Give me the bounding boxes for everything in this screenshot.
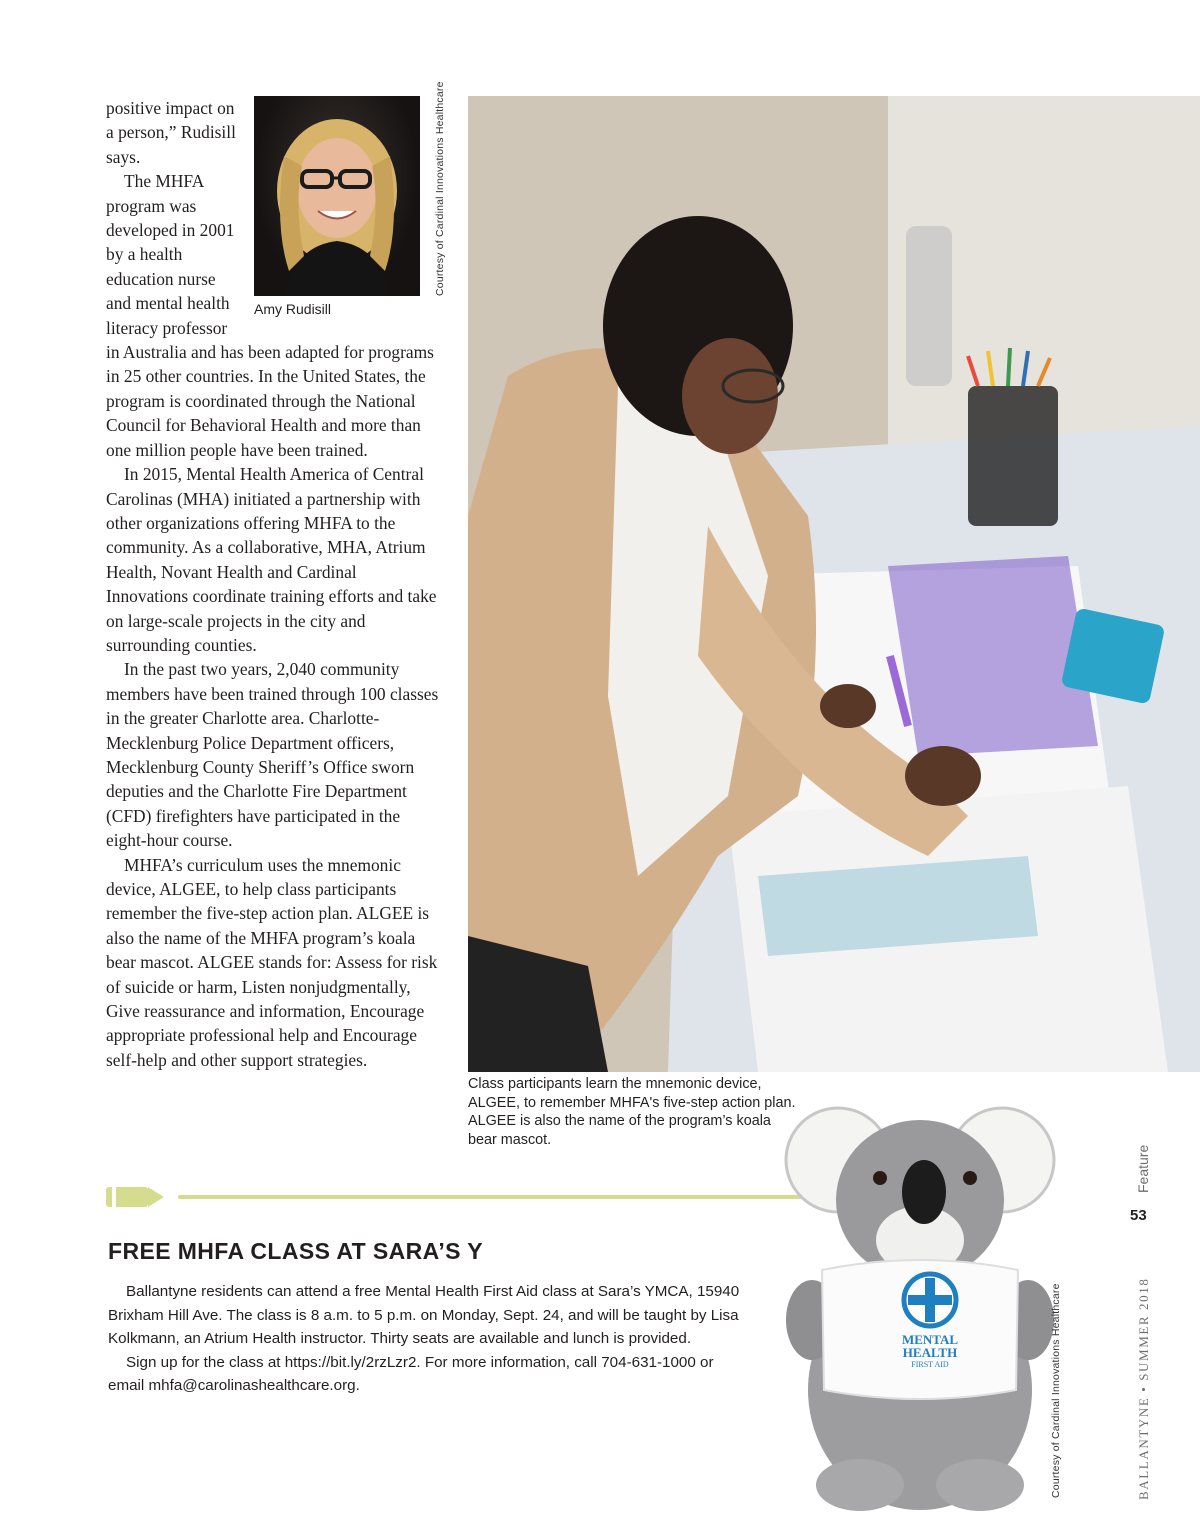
portrait-caption: Amy Rudisill bbox=[254, 301, 332, 317]
koala-shirt-usa: USA bbox=[920, 1296, 940, 1306]
koala-credit: Courtesy of Cardinal Innovations Healthcare bbox=[1050, 1283, 1062, 1498]
article-paragraph: positive impact on a person,” Rudisill says. bbox=[106, 98, 236, 167]
article-column bbox=[106, 81, 446, 1072]
koala-shirt-text: FIRST AID bbox=[911, 1360, 949, 1369]
pencil-divider bbox=[106, 1184, 866, 1210]
page-number: 53 bbox=[1130, 1207, 1147, 1224]
koala-mascot-photo bbox=[780, 1090, 1060, 1515]
article-paragraph: MHFA’s curriculum uses the mnemonic device, ALGEE, to help class participants remember the five-step action plan. ALGEE is also the name of the MHFA program’s koala bear mascot. ALGEE stands for: Assess for risk of suicide or harm, Listen nonjudgmentally, Give reassurance and information, Encourage appropriate professional help and Encourage self-help and other support strategies. bbox=[106, 854, 438, 1070]
sidebar-paragraph: Ballantyne residents can attend a free Mental Health First Aid class at Sara’s YMCA, 15940 Brixham Hill Ave. The class is 8 a.m. to 5 p.m. on Monday, Sept. 24, and will be taught by Lisa Kolkmann, an Atrium Health instructor. Thirty seats are available and lunch is provided. bbox=[108, 1283, 740, 1348]
portrait-photo bbox=[254, 96, 420, 296]
sidebar-body bbox=[108, 1280, 748, 1398]
class-photo bbox=[468, 96, 1200, 1072]
article-paragraph: The MHFA program was developed in 2001 by a health education nurse and mental health literacy professor in Australia and has been adapted for programs in 25 other countries. In the United States, the program is coordinated through the National Council for Behavioral Health and more than one million people have been trained. bbox=[106, 171, 434, 460]
section-label: Feature bbox=[1135, 1144, 1151, 1193]
sidebar-title: FREE MHFA CLASS AT SARA’S Y bbox=[108, 1238, 484, 1264]
portrait-figure bbox=[254, 81, 446, 322]
koala-shirt-text: HEALTH bbox=[902, 1345, 958, 1360]
koala-shirt-text: MENTAL bbox=[901, 1332, 959, 1347]
sidebar-paragraph: Sign up for the class at https://bit.ly/2rzLzr2. For more information, call 704-631-1000 or email mhfa@carolinashealthcare.org. bbox=[108, 1353, 714, 1395]
portrait-credit: Courtesy of Cardinal Innovations Healthcare bbox=[434, 81, 446, 296]
article-paragraph: In the past two years, 2,040 community members have been trained through 100 classes in the greater Charlotte area. Charlotte-Mecklenburg Police Department officers, Mecklenburg County Sheriff’s Office sworn deputies and the Charlotte Fire Department (CFD) firefighters have participated in the eight-hour course. bbox=[106, 659, 439, 851]
class-photo-caption: Class participants learn the mnemonic device, ALGEE, to remember MHFA's five-step action plan. ALGEE is also the name of the program’s koala bear mascot. bbox=[468, 1076, 796, 1148]
article-paragraph: In 2015, Mental Health America of Central Carolinas (MHA) initiated a partnership with other organizations offering MHFA to the community. As a collaborative, MHA, Atrium Health, Novant Health and Cardinal Innovations coordinate training efforts and take on large-scale projects in the city and surrounding counties. bbox=[106, 464, 437, 655]
magazine-issue-label: BALLANTYNE • SUMMER 2018 bbox=[1136, 1277, 1151, 1500]
